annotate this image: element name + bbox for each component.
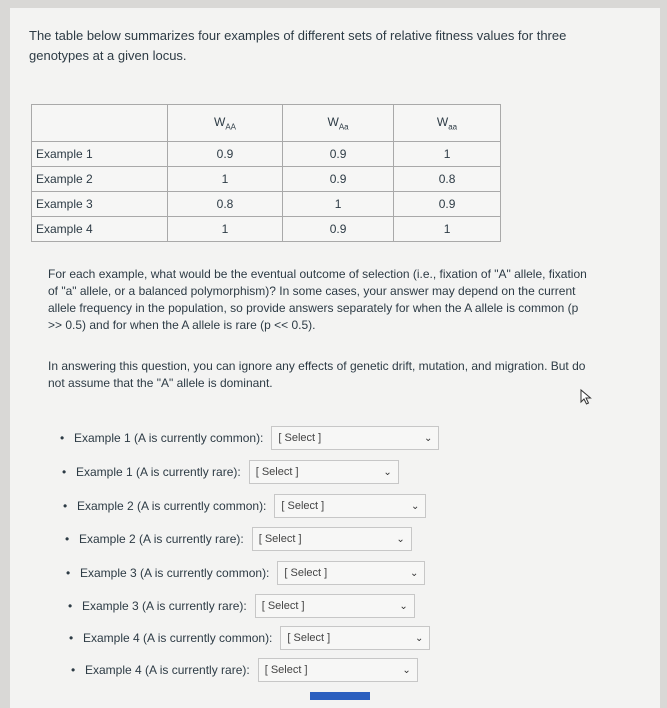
cursor-icon (578, 388, 596, 406)
table-cell: 0.9 (394, 192, 501, 217)
select-value: [ Select ] (261, 600, 305, 612)
answer-row (66, 561, 425, 585)
answer-row (68, 594, 415, 618)
answer-label: Example 1 (A is currently common): (74, 431, 264, 445)
header-waa-het: $W_{Aa}$ (283, 105, 394, 142)
chevron-down-icon: ⌄ (410, 567, 419, 579)
table-header-row (32, 105, 501, 142)
table-corner (32, 105, 168, 142)
table-cell: 0.9 (168, 142, 283, 167)
bullet-icon: • (68, 599, 73, 613)
table-cell: 0.9 (283, 142, 394, 167)
table-cell: 1 (283, 192, 394, 217)
chevron-down-icon: ⌄ (402, 664, 411, 676)
answer-label: Example 4 (A is currently common): (83, 631, 273, 645)
chevron-down-icon: ⌄ (396, 533, 405, 545)
bullet-icon: • (60, 431, 65, 445)
table-cell: 1 (394, 142, 501, 167)
bullet-icon: • (69, 631, 74, 645)
answer-row (65, 527, 412, 551)
answer-label: Example 1 (A is currently rare): (76, 465, 241, 479)
answer-select[interactable] (271, 426, 439, 450)
table-cell: 1 (394, 217, 501, 242)
answer-row (60, 426, 439, 450)
answer-row (69, 626, 430, 650)
chevron-down-icon: ⌄ (415, 632, 424, 644)
header-waa: $W_{AA}$ (168, 105, 283, 142)
bullet-icon: • (71, 663, 76, 677)
answer-label: Example 3 (A is currently rare): (82, 599, 247, 613)
answer-select[interactable] (252, 527, 412, 551)
bullet-icon: • (63, 499, 68, 513)
intro-text: The table below summarizes four examples of different sets of relative fitness values for three genotypes at a given locus. (29, 28, 567, 63)
answer-select[interactable] (274, 494, 426, 518)
select-value: [ Select ] (258, 533, 302, 545)
taskbar-fragment (310, 692, 370, 700)
select-value: [ Select ] (278, 432, 322, 444)
answer-label: Example 3 (A is currently common): (80, 566, 270, 580)
select-value: [ Select ] (287, 632, 331, 644)
row-label: Example 1 (32, 142, 168, 167)
bullet-icon: • (65, 532, 70, 546)
bullet-icon: • (62, 465, 67, 479)
question-text: For each example, what would be the eventual outcome of selection (i.e., fixation of "A" allele, fixation of "a" allele, or a balanced polymorphism)? In some cases, your answer may depend on the current allele frequency in the population, so provide answers separately for when the A allele is common (p >> 0.5) and for when the A allele is rare (p << 0.5). (48, 267, 587, 332)
answer-row (63, 494, 426, 518)
chevron-down-icon: ⌄ (411, 500, 420, 512)
answer-row (71, 658, 418, 682)
table-cell: 0.8 (168, 192, 283, 217)
row-label: Example 3 (32, 192, 168, 217)
table-row (32, 142, 501, 167)
answer-select[interactable] (258, 658, 418, 682)
table-cell: 1 (168, 167, 283, 192)
chevron-down-icon: ⌄ (424, 432, 433, 444)
row-label: Example 2 (32, 167, 168, 192)
select-value: [ Select ] (284, 567, 328, 579)
select-value: [ Select ] (255, 466, 299, 478)
header-waa-rec: $W_{aa}$ (394, 105, 501, 142)
table-row (32, 192, 501, 217)
answer-label: Example 2 (A is currently common): (77, 499, 267, 513)
chevron-down-icon: ⌄ (399, 600, 408, 612)
table-row (32, 167, 501, 192)
select-value: [ Select ] (281, 500, 325, 512)
answer-select[interactable] (255, 594, 415, 618)
quiz-page (10, 8, 660, 708)
table-cell: 0.9 (283, 167, 394, 192)
note-text: In answering this question, you can ignore any effects of genetic drift, mutation, and migration. But do not assume that the "A" allele is dominant. (48, 359, 586, 390)
answer-row (62, 460, 399, 484)
answer-select[interactable] (280, 626, 430, 650)
answer-label: Example 2 (A is currently rare): (79, 532, 244, 546)
answer-select[interactable] (277, 561, 425, 585)
chevron-down-icon: ⌄ (383, 466, 392, 478)
table-cell: 0.9 (283, 217, 394, 242)
table-cell: 0.8 (394, 167, 501, 192)
answer-select[interactable] (249, 460, 399, 484)
answer-label: Example 4 (A is currently rare): (85, 663, 250, 677)
select-value: [ Select ] (264, 664, 308, 676)
row-label: Example 4 (32, 217, 168, 242)
table-row (32, 217, 501, 242)
table-cell: 1 (168, 217, 283, 242)
bullet-icon: • (66, 566, 71, 580)
fitness-table (31, 104, 501, 242)
